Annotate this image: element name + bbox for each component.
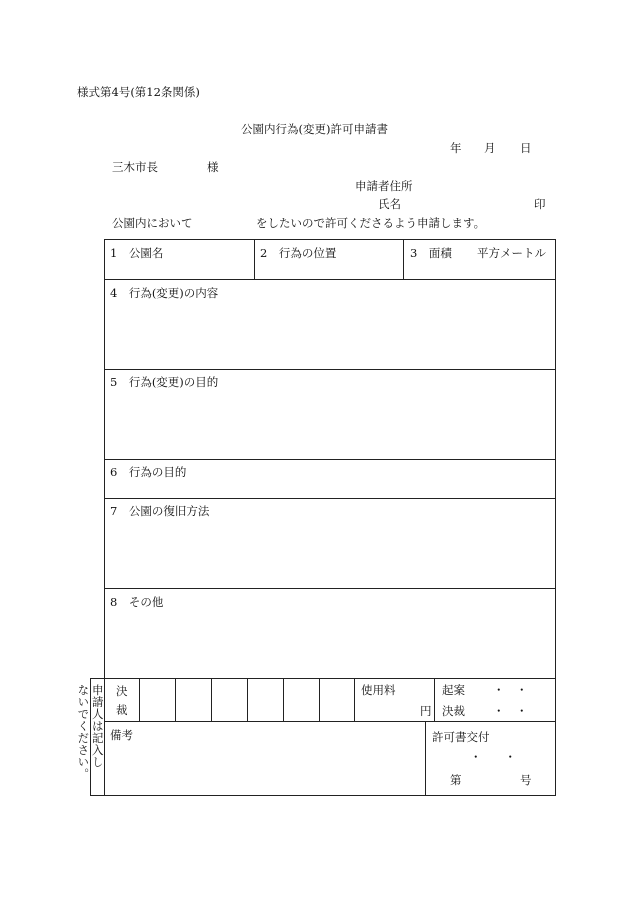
field-act-purpose-change[interactable]: 5 行為(変更)の目的 bbox=[110, 375, 219, 389]
addressee-honorific: 様 bbox=[207, 160, 219, 174]
side-note bbox=[76, 684, 105, 780]
field-restoration-method[interactable]: 7 公園の復旧方法 bbox=[110, 504, 210, 518]
row-divider-4 bbox=[104, 498, 556, 499]
stamp-col-2 bbox=[175, 678, 176, 722]
request-prefix: 公園内において bbox=[112, 216, 193, 230]
stamp-col-1 bbox=[139, 678, 140, 722]
row-divider-6 bbox=[90, 678, 556, 679]
date-year[interactable]: 年 bbox=[450, 141, 462, 155]
row1-divider-b bbox=[403, 239, 404, 279]
field-location[interactable]: 2 行為の位置 bbox=[260, 246, 337, 260]
seal-mark: 印 bbox=[534, 197, 546, 211]
table-top-border bbox=[104, 239, 556, 240]
row-divider-1 bbox=[104, 279, 556, 280]
stamp-col-5 bbox=[283, 678, 284, 722]
applicant-name-label[interactable]: 氏名 bbox=[378, 197, 401, 211]
field-act-purpose[interactable]: 6 行為の目的 bbox=[110, 465, 187, 479]
row-divider-2 bbox=[104, 369, 556, 370]
remarks-label[interactable]: 備考 bbox=[110, 728, 133, 742]
stamp-col-3 bbox=[211, 678, 212, 722]
draft-date-dots: ・ ・ bbox=[493, 683, 528, 697]
decision-label[interactable]: 決裁 bbox=[442, 704, 465, 718]
permit-issued-label[interactable]: 許可書交付 bbox=[432, 730, 490, 744]
field-park-name[interactable]: 1 公園名 bbox=[110, 246, 164, 260]
row-divider-3 bbox=[104, 459, 556, 460]
field-act-content[interactable]: 4 行為(変更)の内容 bbox=[110, 286, 219, 300]
decision-date-dots: ・ ・ bbox=[493, 704, 528, 718]
request-suffix: をしたいので許可くださるよう申請します。 bbox=[256, 216, 486, 230]
applicant-address-label[interactable]: 申請者住所 bbox=[355, 179, 413, 193]
field-other[interactable]: 8 その他 bbox=[110, 595, 164, 609]
permit-number-suffix: 号 bbox=[520, 773, 532, 787]
side-note-line-2: ないでください。 bbox=[76, 684, 91, 780]
office-approval-divider bbox=[104, 721, 556, 722]
usage-fee-label[interactable]: 使用料 bbox=[361, 683, 396, 697]
area-unit: 平方メートル bbox=[477, 246, 546, 260]
row1-divider-a bbox=[254, 239, 255, 279]
remarks-permit-divider bbox=[425, 721, 426, 796]
stamp-col-7 bbox=[354, 678, 355, 722]
draft-label[interactable]: 起案 bbox=[442, 683, 465, 697]
addressee: 三木市長 bbox=[112, 160, 158, 174]
usage-fee-unit: 円 bbox=[420, 704, 432, 718]
fee-draft-divider bbox=[434, 678, 435, 722]
stamp-col-4 bbox=[247, 678, 248, 722]
table-bottom-border bbox=[90, 795, 556, 796]
permit-date-dots: ・ ・ bbox=[470, 750, 516, 764]
approval-label-2: 裁 bbox=[116, 703, 128, 717]
date-month[interactable]: 月 bbox=[484, 141, 496, 155]
approval-label-1: 決 bbox=[116, 684, 128, 698]
stamp-col-6 bbox=[319, 678, 320, 722]
field-area[interactable]: 3 面積 bbox=[410, 246, 452, 260]
form-title: 公園内行為(変更)許可申請書 bbox=[241, 122, 388, 136]
permit-number-prefix: 第 bbox=[450, 773, 462, 787]
date-day[interactable]: 日 bbox=[520, 141, 532, 155]
table-right-border bbox=[555, 239, 556, 796]
side-note-line-1: 申請人は記入し bbox=[90, 684, 105, 768]
form-number: 様式第4号(第12条関係) bbox=[77, 85, 200, 99]
row-divider-5 bbox=[104, 588, 556, 589]
